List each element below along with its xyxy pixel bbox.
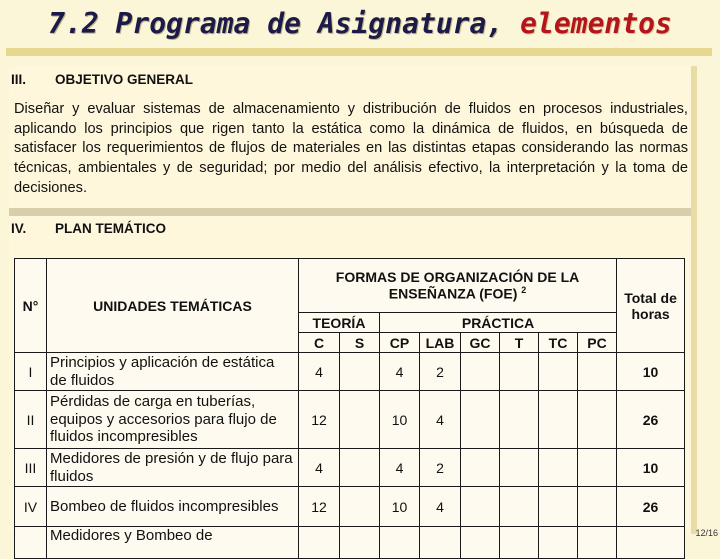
- header-forms-text: FORMAS DE ORGANIZACIÓN DE LA ENSEÑANZA (FOE): [335, 269, 580, 302]
- header-sub-lab: LAB: [420, 333, 461, 353]
- row-cp: 4: [380, 353, 420, 391]
- row-tc: [539, 527, 578, 559]
- row-total: 10: [617, 449, 685, 487]
- row-gc: [461, 527, 500, 559]
- row-number: II: [15, 391, 47, 449]
- row-s: [340, 391, 380, 449]
- section-3-heading: [11, 72, 193, 87]
- row-t: [500, 487, 539, 527]
- row-c: 12: [299, 391, 340, 449]
- slide-title-accent: elementos: [520, 7, 672, 40]
- row-total: 26: [617, 391, 685, 449]
- row-t: [500, 527, 539, 559]
- header-number: N°: [15, 259, 47, 353]
- section-3-title: OBJETIVO GENERAL: [55, 72, 194, 87]
- header-forms: [299, 259, 617, 313]
- row-cp: 4: [380, 449, 420, 487]
- header-sub-t: T: [500, 333, 539, 353]
- row-tc: [539, 391, 578, 449]
- row-pc: [578, 391, 617, 449]
- row-s: [340, 449, 380, 487]
- row-tc: [539, 353, 578, 391]
- row-pc: [578, 449, 617, 487]
- row-s: [340, 487, 380, 527]
- row-total: 26: [617, 487, 685, 527]
- row-cp: 10: [380, 487, 420, 527]
- header-sub-cp: CP: [380, 333, 420, 353]
- row-pc: [578, 527, 617, 559]
- slide-title-main: 7.2 Programa de Asignatura,: [48, 7, 504, 40]
- row-number: IV: [15, 487, 47, 527]
- row-pc: [578, 487, 617, 527]
- header-practica: PRÁCTICA: [380, 313, 617, 333]
- header-units: UNIDADES TEMÁTICAS: [47, 259, 299, 353]
- row-lab: 4: [420, 391, 461, 449]
- slide-title: [0, 2, 720, 46]
- row-pc: [578, 353, 617, 391]
- row-lab: 4: [420, 487, 461, 527]
- row-gc: [461, 391, 500, 449]
- row-gc: [461, 353, 500, 391]
- row-number: [15, 527, 47, 559]
- section-4-number: IV.: [11, 221, 27, 236]
- header-sub-gc: GC: [461, 333, 500, 353]
- row-c: [299, 527, 340, 559]
- header-row-1: [15, 259, 685, 313]
- document-page: [9, 66, 697, 544]
- row-cp: 10: [380, 391, 420, 449]
- row-lab: 2: [420, 449, 461, 487]
- section-3-number: III.: [11, 72, 27, 87]
- section-4-heading: [11, 221, 166, 236]
- row-c: 12: [299, 487, 340, 527]
- objective-text: Diseñar y evaluar sistemas de almacenamiento y distribución de fluidos en procesos industriales, aplicando los principios que rigen tanto la estática como la dinámica de fluidos, en búsqueda de satisfacer los requerimientos de flujos de materiales en las distintas etapas considerando las normas técnicas, ambientales y de seguridad; por medio del análisis efectivo, la interpretación y la toma de decisiones.: [14, 101, 688, 196]
- section-separator: [9, 208, 691, 216]
- header-forms-sup: 2: [521, 285, 527, 296]
- row-unit: Medidores de presión y de flujo para fluidos: [47, 449, 299, 487]
- row-gc: [461, 487, 500, 527]
- row-lab: [420, 527, 461, 559]
- row-number: I: [15, 353, 47, 391]
- row-total: [617, 527, 685, 559]
- section-4-title: PLAN TEMÁTICO: [55, 221, 166, 236]
- header-sub-tc: TC: [539, 333, 578, 353]
- table-row: [15, 487, 685, 527]
- row-tc: [539, 449, 578, 487]
- table-row: [15, 527, 685, 559]
- header-sub-s: S: [340, 333, 380, 353]
- page-number: 12/16: [695, 528, 718, 538]
- thematic-plan-table: [14, 258, 685, 559]
- header-total: Total de horas: [617, 259, 685, 353]
- header-teoria: TEORÍA: [299, 313, 380, 333]
- header-sub-c: C: [299, 333, 340, 353]
- row-unit: Principios y aplicación de estática de fluidos: [47, 353, 299, 391]
- title-underline: [6, 48, 712, 56]
- table-row: [15, 391, 685, 449]
- row-tc: [539, 487, 578, 527]
- table-row: [15, 449, 685, 487]
- row-unit: Bombeo de fluidos incompresibles: [47, 487, 299, 527]
- row-number: III: [15, 449, 47, 487]
- header-sub-pc: PC: [578, 333, 617, 353]
- row-t: [500, 353, 539, 391]
- row-total: 10: [617, 353, 685, 391]
- row-lab: 2: [420, 353, 461, 391]
- row-t: [500, 449, 539, 487]
- row-gc: [461, 449, 500, 487]
- row-unit: Pérdidas de carga en tuberías, equipos y accesorios para flujo de fluidos incompresibles: [47, 391, 299, 449]
- table-row: [15, 353, 685, 391]
- row-c: 4: [299, 353, 340, 391]
- row-unit: Medidores y Bombeo de: [47, 527, 299, 559]
- row-c: 4: [299, 449, 340, 487]
- row-t: [500, 391, 539, 449]
- row-s: [340, 527, 380, 559]
- row-cp: [380, 527, 420, 559]
- row-s: [340, 353, 380, 391]
